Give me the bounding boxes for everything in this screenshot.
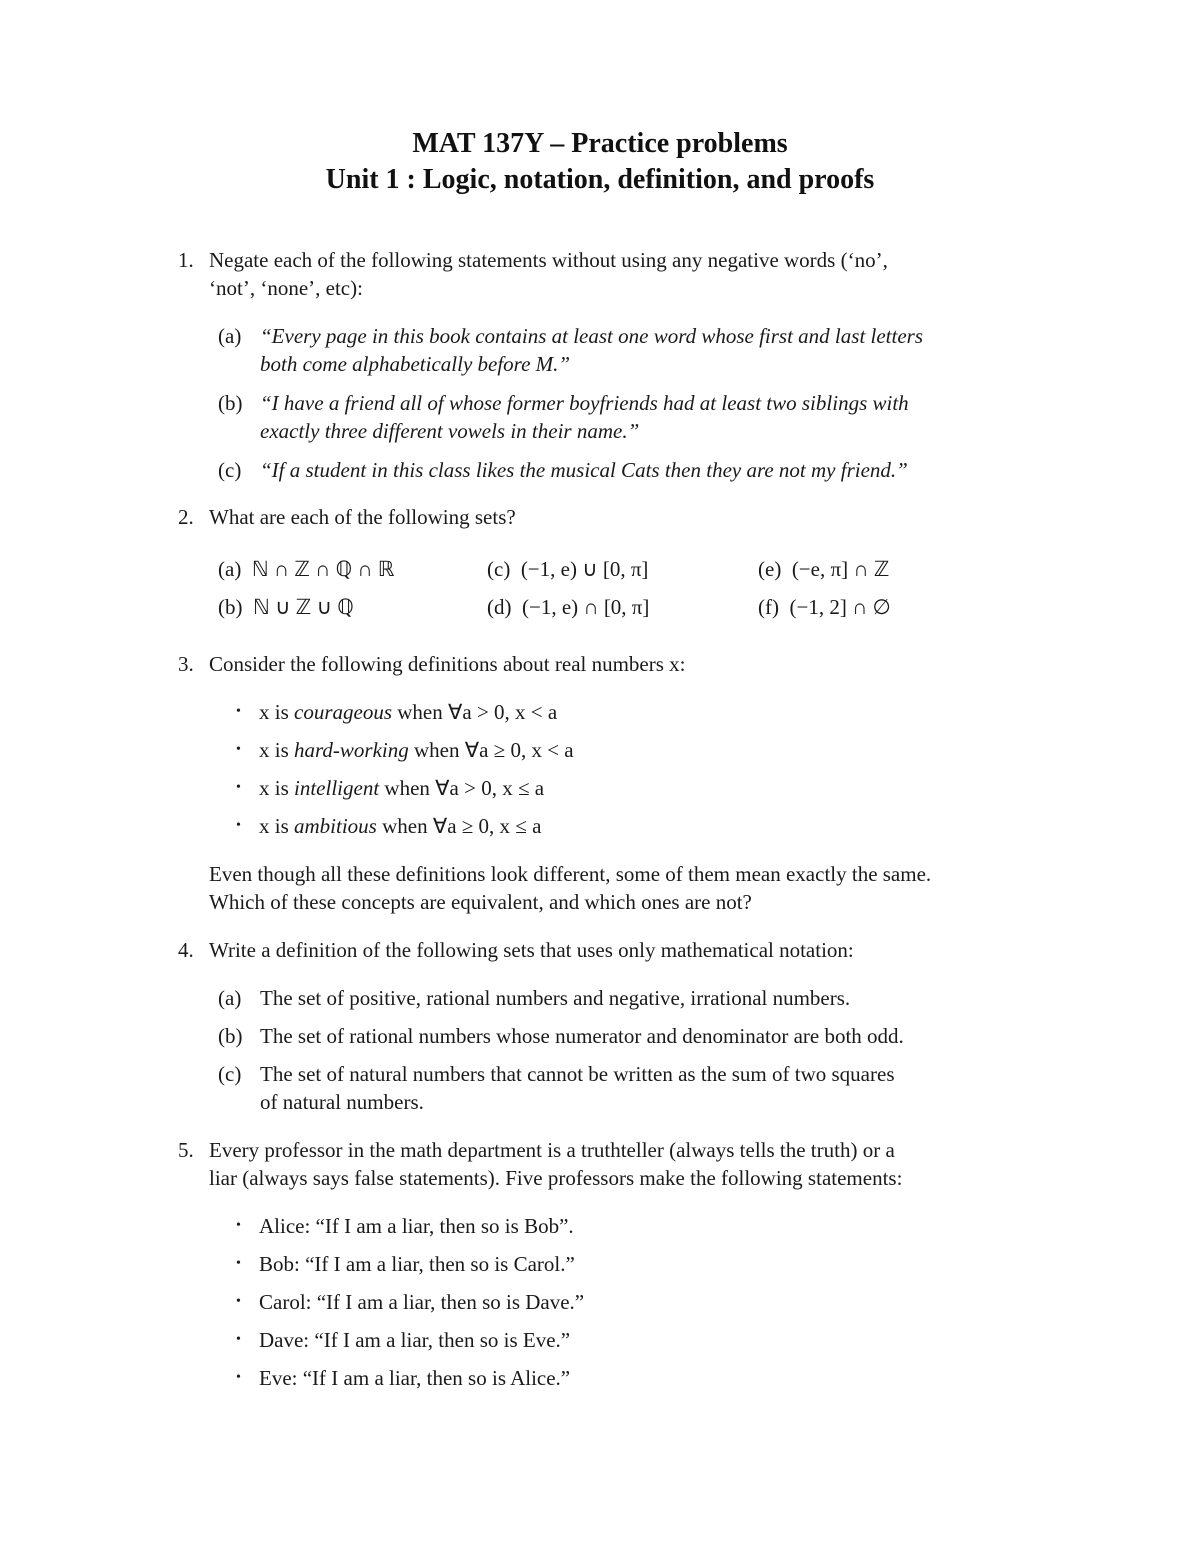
part-text: of natural numbers.: [260, 1090, 424, 1114]
definition-item: [259, 812, 1039, 840]
problem-intro: liar (always says false statements). Five professors make the following statements:: [209, 1166, 903, 1190]
definition-item: [259, 736, 1039, 764]
set-label: (d): [487, 595, 512, 619]
set-expr: (−1, e) ∪ [0, π]: [520, 557, 649, 581]
definition-term: courageous: [294, 700, 393, 724]
definition-pre: x is: [259, 738, 295, 762]
part-label: (c): [218, 1062, 242, 1086]
set-item: [218, 593, 354, 621]
definition-term: ambitious: [294, 814, 377, 838]
problem-outro: Which of these concepts are equivalent, and which ones are not?: [209, 890, 752, 914]
part-text: “I have a friend all of whose former boyfriends had at least two siblings with: [260, 391, 909, 415]
set-item: [487, 555, 648, 583]
bullet-icon: •: [236, 1256, 241, 1271]
part-text: The set of rational numbers whose numerator and denominator are both odd.: [260, 1024, 904, 1048]
definition-condition: when ∀a ≥ 0, x ≤ a: [376, 814, 542, 838]
problem-intro: Write a definition of the following sets that uses only mathematical notation:: [209, 938, 854, 962]
set-item: [758, 593, 891, 621]
part-text: The set of natural numbers that cannot be written as the sum of two squares: [260, 1062, 895, 1086]
problem-number: 5.: [178, 1138, 194, 1162]
bullet-icon: •: [236, 1218, 241, 1233]
set-item: [487, 593, 649, 621]
bullet-icon: •: [236, 780, 241, 795]
statement-item: Alice: “If I am a liar, then so is Bob”.: [259, 1214, 574, 1238]
problem-number: 2.: [178, 505, 194, 529]
bullet-icon: •: [236, 1294, 241, 1309]
set-expr: (−1, 2] ∩ ∅: [789, 595, 891, 619]
definition-pre: x is: [259, 776, 295, 800]
part-text: The set of positive, rational numbers and negative, irrational numbers.: [260, 986, 851, 1010]
page-subtitle: Unit 1 : Logic, notation, definition, and proofs: [325, 164, 875, 195]
part-text: both come alphabetically before M.”: [260, 352, 571, 376]
problem-outro: Even though all these definitions look different, some of them mean exactly the same.: [209, 862, 932, 886]
definition-item: [259, 698, 1039, 726]
part-label: (b): [218, 391, 243, 415]
definition-condition: when ∀a > 0, x < a: [392, 700, 558, 724]
set-item: [758, 555, 889, 583]
definition-term: intelligent: [294, 776, 380, 800]
part-text: “If a student in this class likes the musical Cats then they are not my friend.”: [260, 458, 908, 482]
bullet-icon: •: [236, 1370, 241, 1385]
set-item: [218, 555, 394, 583]
set-label: (e): [758, 557, 782, 581]
bullet-icon: •: [236, 1332, 241, 1347]
statement-item: Dave: “If I am a liar, then so is Eve.”: [259, 1328, 571, 1352]
problem-number: 3.: [178, 652, 194, 676]
set-expr: (−1, e) ∩ [0, π]: [522, 595, 650, 619]
part-text: exactly three different vowels in their name.”: [260, 419, 640, 443]
definition-item: [259, 774, 1039, 802]
problem-intro: What are each of the following sets?: [209, 505, 516, 529]
part-text: “Every page in this book contains at least one word whose first and last letters: [260, 324, 924, 348]
part-label: (a): [218, 986, 242, 1010]
set-expr: (−e, π] ∩ ℤ: [791, 557, 890, 581]
definition-pre: x is: [259, 814, 295, 838]
statement-item: Bob: “If I am a liar, then so is Carol.”: [259, 1252, 575, 1276]
definition-condition: when ∀a ≥ 0, x < a: [408, 738, 574, 762]
set-expr: ℕ ∩ ℤ ∩ ℚ ∩ ℝ: [251, 557, 395, 581]
set-expr: ℕ ∪ ℤ ∪ ℚ: [253, 595, 354, 619]
set-label: (f): [758, 595, 779, 619]
problem-intro: Negate each of the following statements without using any negative words (‘no’,: [209, 248, 888, 272]
problem-intro: Every professor in the math department is a truthteller (always tells the truth) or a: [209, 1138, 895, 1162]
part-label: (c): [218, 458, 242, 482]
problem-number: 1.: [178, 248, 194, 272]
definition-term: hard-working: [294, 738, 409, 762]
set-label: (b): [218, 595, 243, 619]
part-label: (a): [218, 324, 242, 348]
set-label: (c): [487, 557, 511, 581]
statement-item: Carol: “If I am a liar, then so is Dave.”: [259, 1290, 585, 1314]
problem-number: 4.: [178, 938, 194, 962]
problem-intro: ‘not’, ‘none’, etc):: [209, 276, 363, 300]
page-title: MAT 137Y – Practice problems: [412, 128, 788, 159]
bullet-icon: •: [236, 704, 241, 719]
statement-item: Eve: “If I am a liar, then so is Alice.”: [259, 1366, 571, 1390]
definition-condition: when ∀a > 0, x ≤ a: [379, 776, 545, 800]
problem-intro: Consider the following definitions about real numbers x:: [209, 652, 686, 676]
bullet-icon: •: [236, 742, 241, 757]
part-label: (b): [218, 1024, 243, 1048]
definition-pre: x is: [259, 700, 295, 724]
set-label: (a): [218, 557, 242, 581]
bullet-icon: •: [236, 818, 241, 833]
